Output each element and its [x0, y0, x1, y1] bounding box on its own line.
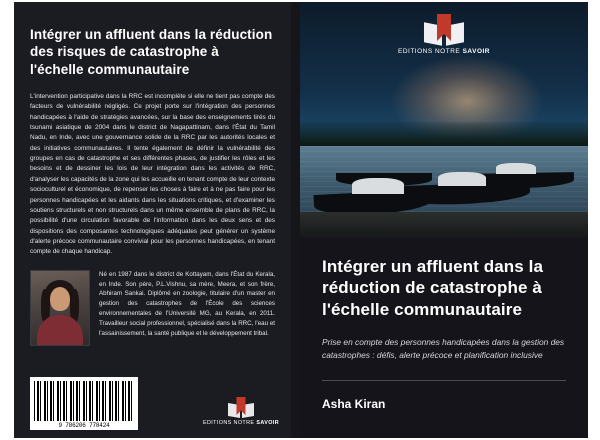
back-cover-panel — [14, 2, 291, 438]
author-photo — [30, 270, 90, 346]
back-publisher-logo — [203, 397, 279, 430]
back-publisher-name-line1 — [203, 420, 279, 426]
book-spine — [291, 2, 300, 438]
isbn-barcode — [30, 377, 138, 430]
divider — [322, 380, 566, 381]
boat-canopy — [496, 163, 536, 174]
back-publisher-name-part1: EDITIONS NOTRE — [202, 420, 255, 426]
front-cover-panel — [300, 2, 588, 438]
boat-canopy — [352, 178, 404, 194]
front-publisher-name-part2: SAVOIR — [462, 48, 491, 55]
open-book-icon — [424, 14, 464, 44]
open-book-icon — [228, 397, 254, 417]
front-publisher-name — [398, 48, 490, 55]
front-cover-author: Asha Kiran — [322, 397, 386, 412]
barcode-bars — [34, 381, 134, 421]
cover-photograph — [300, 2, 588, 238]
isbn-number: 9 786206 778424 — [58, 422, 110, 429]
barcode-row — [30, 377, 279, 430]
front-publisher-name-part1: EDITIONS NOTRE — [397, 48, 461, 55]
front-cover-subtitle: Prise en compte des personnes handicapées dans la gestion des catastrophes : défis, alerte précoce et planification inclusive — [322, 337, 565, 361]
back-cover-title: Intégrer un affluent dans la réduction des risques de catastrophe à l'échelle communautaire — [30, 27, 273, 77]
back-publisher-name-part2: SAVOIR — [256, 420, 279, 426]
back-cover-blurb: L'intervention participative dans la RRC est incomplète si elle ne tient pas compte des facteurs de vulnérabilité négligés. Ce projet porte sur l'intégration des personnes handicapées à l'aide de stratégies avancées, sur la base des enseignements tirés du tsunami asiatique de 2004 dans le district de Nagapattinam, dans l'État du Tamil Nadu, en Inde, avec une gouvernance solide de la RRC par les autorités locales et des initiatives communautaires. Il tente également de définir la vulnérabilité des groupes en cas de catastrophe et ses différentes phases, de justifier les rôles et les besoins et de dessiner les lois de leur intégration dans les activités de RRC, d'analyser les capacités de la zone qui les accueille en tenant compte de leur contexte socioculturel et économique, de repenser les choses à faire et à ne pas faire pour les personnes handicapées et les aidants dans les situations critiques, et d'examiner les soutiens structurels et non structurels dans un même ensemble de plans de RRC, la possibilité d'une circulation favorable de l'information dans les deux sens et des dispositions des composantes technologiques adéquates peut générer un système d'alerte précoce communautaire convivial pour les personnes handicapées, en tenant compte de chaque handicap. — [30, 92, 275, 256]
boat-canopy — [438, 172, 486, 186]
shoreline — [300, 212, 588, 238]
front-cover-text-block — [300, 238, 588, 438]
author-block — [30, 270, 275, 346]
front-cover-title: Intégrer un affluent dans la réduction de catastrophe à l'échelle communautaire — [322, 257, 543, 319]
front-publisher-logo — [398, 14, 490, 55]
author-biography: Né en 1987 dans le district de Kottayam, dans l'État du Kerala, en Inde. Son père, P.L.Vishnu, sa mère, Meera, et son frère, Abhiram Sankai. Diplômé en zoologie, titulaire d'un master en gestion des catastrophes de l'École des sciences environnementales de l'Université MG, au Kerala, en 2011. Travailleur social professionnel, spécialisé dans la RRC, l'eau et l'assainissement, la santé publique et le développement tribal. — [99, 270, 275, 337]
